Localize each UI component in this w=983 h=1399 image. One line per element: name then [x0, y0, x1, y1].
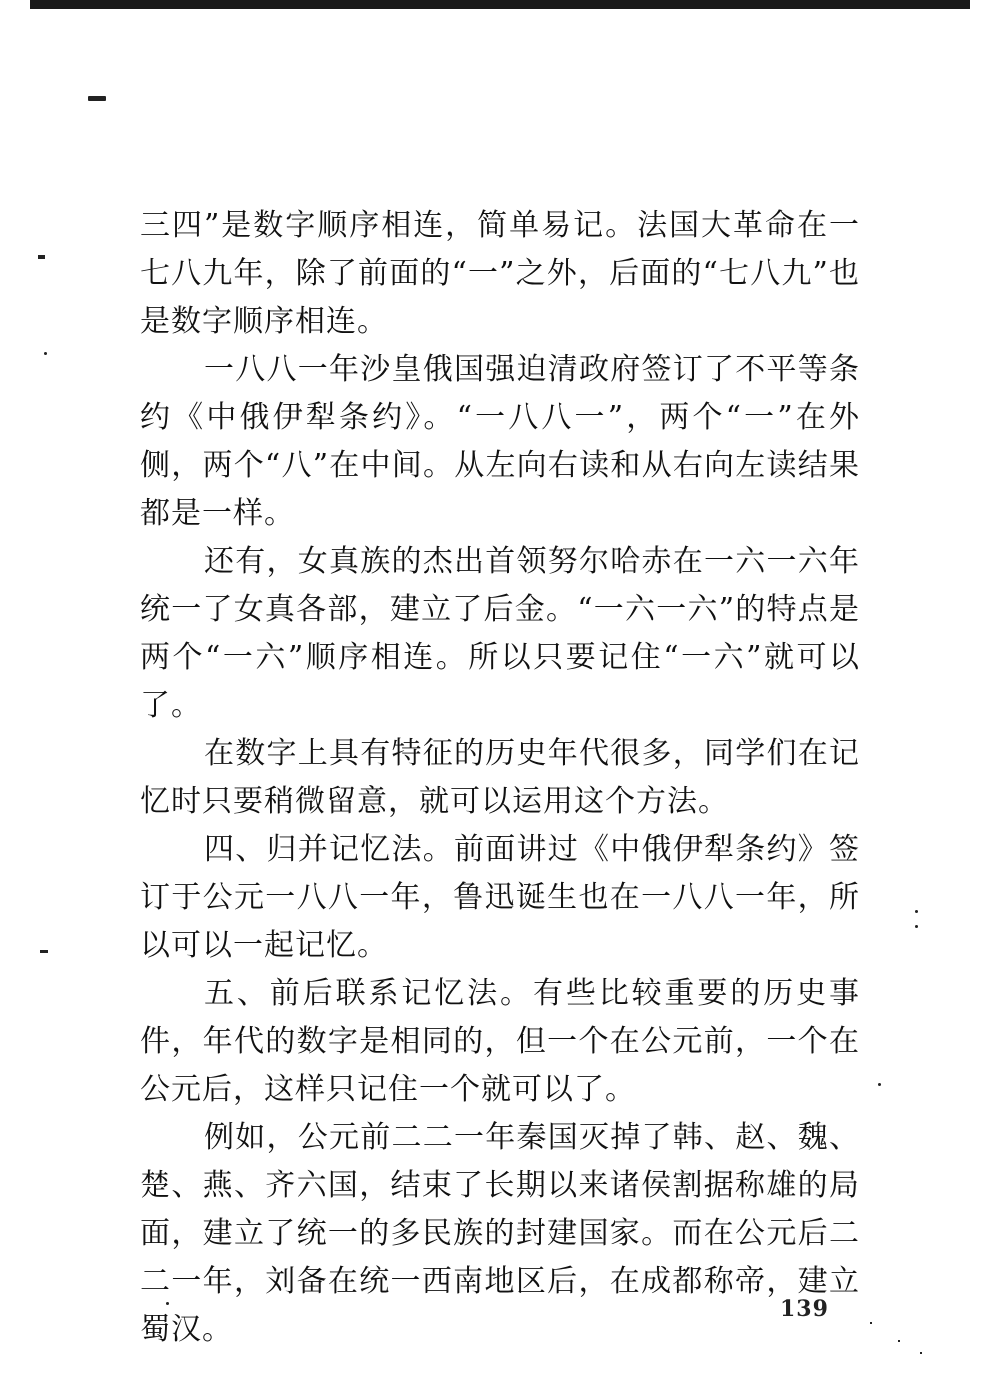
scan-speck	[878, 1083, 881, 1086]
margin-dash-mark	[88, 96, 106, 101]
page-number: 139	[780, 1296, 829, 1322]
scan-speck	[915, 925, 918, 928]
scan-speck	[870, 1322, 872, 1324]
scan-speck	[44, 352, 47, 355]
paragraph-example: 例如，公元前二二一年秦国灭掉了韩、赵、魏、楚、燕、齐六国，结束了长期以来诸侯割据称雄的局面，建立了统一的多民族的封建国家。而在公元后二二一年，刘备在统一西南地区后，在成都称帝，建立蜀汉。	[140, 1120, 860, 1347]
paragraph-continued: 三四”是数字顺序相连，简单易记。法国大革命在一七八九年，除了前面的“一”之外，后面的“七八九”也是数字顺序相连。	[140, 208, 860, 339]
paragraph-later-jin: 还有，女真族的杰出首领努尔哈赤在一六一六年统一了女真各部，建立了后金。“一六一六”的特点是两个“一六”顺序相连。所以只要记住“一六”就可以了。	[140, 544, 860, 723]
paragraph-digit-feature: 在数字上具有特征的历史年代很多，同学们在记忆时只要稍微留意，就可以运用这个方法。	[140, 736, 860, 819]
page-body	[140, 202, 860, 1354]
paragraph-merge-method: 四、归并记忆法。前面讲过《中俄伊犁条约》签订于公元一八八一年，鲁迅诞生也在一八八一年，所以可以一起记忆。	[140, 832, 860, 963]
scan-speck	[40, 950, 48, 953]
paragraph-treaty-year: 一八八一年沙皇俄国强迫清政府签订了不平等条约《中俄伊犁条约》。“一八八一”，两个“一”在外侧，两个“八”在中间。从左向右读和从右向左读结果都是一样。	[140, 352, 860, 531]
top-border-rule	[30, 0, 970, 9]
scan-speck	[920, 1352, 922, 1354]
paragraph-before-after-method: 五、前后联系记忆法。有些比较重要的历史事件，年代的数字是相同的，但一个在公元前，一个在公元后，这样只记住一个就可以了。	[140, 976, 860, 1107]
scan-speck	[915, 910, 918, 913]
scan-speck	[38, 255, 45, 259]
scan-speck	[898, 1340, 900, 1342]
